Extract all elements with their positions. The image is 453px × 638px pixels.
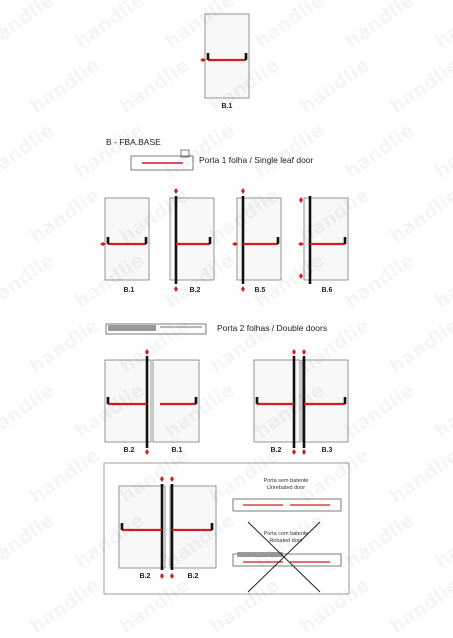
label-single-b2: B.2 [189,287,201,294]
label-double-right-b3: B.3 [321,447,333,454]
label-single-b6: B.6 [321,287,333,294]
rebated-caption-pt: Porta com batente [263,531,309,537]
unrebated-caption [264,478,309,492]
door-leaf [170,486,216,568]
door-leaf [105,198,149,280]
label-top-b1: B.1 [221,103,233,110]
label-double-left-b2: B.2 [123,447,135,454]
bolt-arrow [302,449,306,455]
bolt-arrow [174,188,178,194]
bolt-arrow [170,573,174,579]
rebated-caption [264,531,309,545]
latch-arrow [298,242,304,246]
label-single-b5: B.5 [254,287,266,294]
label-double-right-b2: B.2 [270,447,282,454]
double-doors-caption: Porta 2 folhas / Double doors [217,323,328,333]
unrebated-caption-en: Unrebated door [266,485,306,491]
bolt-arrow [292,349,296,355]
label-double-left-b1: B.1 [171,447,183,454]
bolt-arrow [299,197,303,203]
label-boxed-b2-left: B.2 [139,573,151,580]
rebated-caption-en: Rebated door [269,538,303,544]
bolt-arrow [145,449,149,455]
bolt-arrow [145,349,149,355]
bolt-arrow [241,286,245,292]
plan-leaf-active [108,325,156,331]
bolt-arrow [174,286,178,292]
single-leaf-caption: Porta 1 folha / Single leaf door [199,155,314,165]
door-leaf [105,360,151,442]
bolt-arrow [160,573,164,579]
bolt-arrow [292,449,296,455]
door-leaf [119,486,165,568]
bolt-arrow [302,349,306,355]
bolt-arrow [170,476,174,482]
bolt-arrow [241,188,245,194]
label-single-b1: B.1 [123,287,135,294]
label-boxed-b2-right: B.2 [187,573,199,580]
unrebated-caption-pt: Porta sem batente [263,478,309,484]
door-leaf [302,360,348,442]
door-leaf [153,360,199,442]
bolt-arrow [299,273,303,279]
door-leaf [205,14,249,98]
section-label: B - FBA.BASE [106,137,161,147]
bolt-arrow [160,476,164,482]
rebated-leaf [237,552,283,557]
